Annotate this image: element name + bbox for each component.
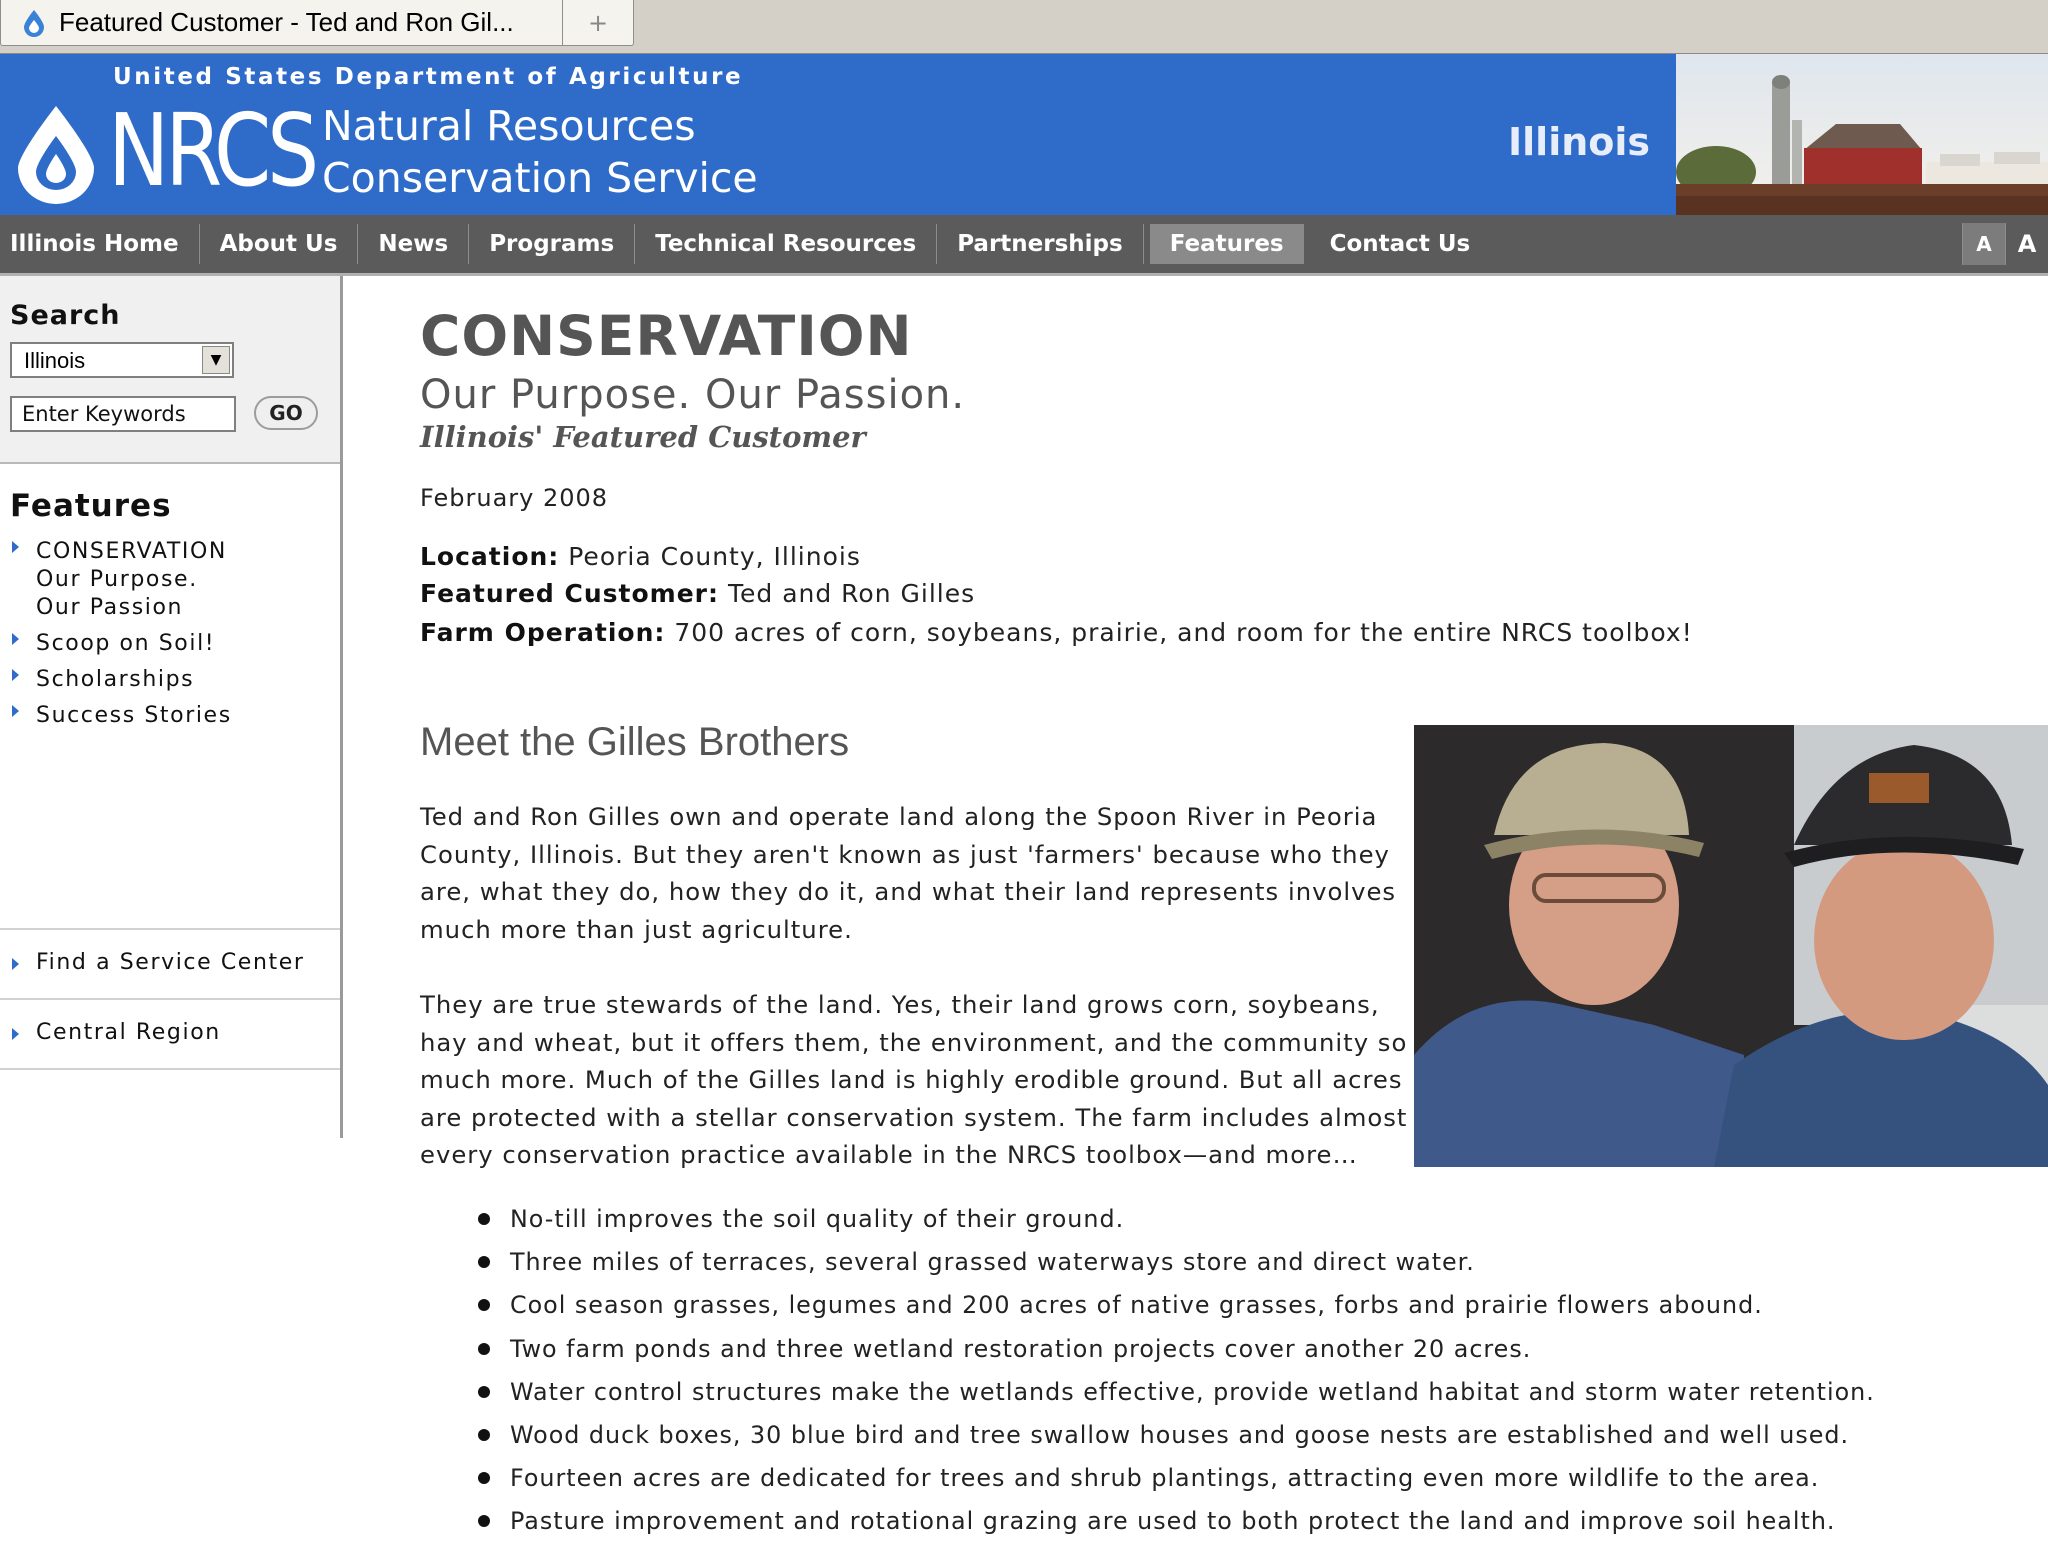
- farm-operation-label: Farm Operation:: [420, 618, 666, 647]
- search-panel: [0, 276, 340, 464]
- practice-item: Three miles of terraces, several grassed waterways store and direct water.: [476, 1241, 2036, 1284]
- stewards-paragraph: They are true stewards of the land. Yes, their land grows corn, soybeans, hay and wheat, but it offers them, the environment, and the community so much more. Much of the Gilles land is highly erodible ground. But all acres are protected with a stellar conservation system. The farm includes almost every conservation practice available in the NRCS toolbox—and more…: [420, 990, 1408, 1169]
- go-button[interactable]: GO: [254, 396, 318, 430]
- usda-title: United States Department of Agriculture: [113, 64, 744, 90]
- practice-item: Pasture improvement and rotational grazing are used to both protect the land and improve soil health.: [476, 1500, 2036, 1543]
- chevron-down-icon[interactable]: ▼: [202, 346, 230, 374]
- arrow-right-icon: [12, 669, 19, 681]
- feature-item-label: Success Stories: [36, 703, 232, 728]
- site-header-banner: [0, 54, 2048, 215]
- search-label: Search: [10, 300, 121, 331]
- feature-item-scoop-on-soil[interactable]: [10, 630, 330, 658]
- new-tab-button[interactable]: [562, 0, 633, 45]
- gilles-brothers-photo: [1414, 725, 2048, 1167]
- page-subtitle: Our Purpose. Our Passion.: [420, 372, 966, 418]
- left-sidebar: [0, 276, 343, 1138]
- text-size-large-button[interactable]: A: [2005, 223, 2048, 265]
- text-size-small-button[interactable]: A: [1962, 223, 2005, 265]
- practice-item: Wood duck boxes, 30 blue bird and tree swallow houses and goose nests are established and well used.: [476, 1414, 2036, 1457]
- feature-item-label: Our Passion: [36, 595, 184, 620]
- arrow-right-icon: [12, 541, 19, 553]
- browser-tab-bar: [0, 0, 2048, 54]
- farm-barn-image: [1676, 54, 2048, 215]
- features-heading: Features: [10, 488, 172, 524]
- arrow-right-icon: [12, 705, 19, 717]
- customer-value: Ted and Ron Gilles: [727, 579, 976, 608]
- nrcs-water-drop-icon: [10, 102, 102, 204]
- feature-item-label: Scoop on Soil!: [36, 631, 216, 656]
- practice-item: Two farm ponds and three wetland restoration projects cover another 20 acres.: [476, 1328, 2036, 1371]
- nav-programs[interactable]: Programs: [469, 224, 635, 264]
- feature-item-label: CONSERVATION: [36, 539, 227, 564]
- state-name: Illinois: [1508, 120, 1651, 164]
- agency-name-line1: Natural Resources: [322, 102, 696, 150]
- nav-features[interactable]: Features: [1150, 224, 1304, 264]
- nav-about-us[interactable]: About Us: [200, 224, 359, 264]
- intro-paragraph: Ted and Ron Gilles own and operate land along the Spoon River in Peoria County, Illinois. But they aren't known as just 'farmers' because who they are, what they do, how they do it, and what their land represents involves much more than just agriculture.: [420, 802, 1397, 944]
- feature-item-label: Our Purpose.: [36, 567, 198, 592]
- arrow-right-icon: [12, 958, 19, 970]
- browser-tab-title: Featured Customer - Ted and Ron Gil...: [59, 7, 514, 37]
- nrcs-favicon-icon: [19, 8, 49, 38]
- customer-label: Featured Customer:: [420, 579, 720, 608]
- central-region-link[interactable]: [0, 998, 340, 1070]
- location-value: Peoria County, Illinois: [568, 542, 861, 571]
- practice-item: Fourteen acres are dedicated for trees and shrub plantings, attracting even more wildlife to the area.: [476, 1457, 2036, 1500]
- nav-technical-resources[interactable]: Technical Resources: [635, 224, 937, 264]
- arrow-right-icon: [12, 633, 19, 645]
- main-nav: [0, 215, 2048, 276]
- search-scope-select[interactable]: [10, 342, 234, 378]
- find-service-center-label: Find a Service Center: [36, 950, 305, 975]
- farm-operation-line: [420, 618, 1693, 647]
- practice-item: Water control structures make the wetlands effective, provide wetland habitat and storm water retention.: [476, 1371, 2036, 1414]
- agency-name-line2: Conservation Service: [322, 154, 758, 202]
- browser-tab[interactable]: [0, 0, 634, 46]
- page-title: CONSERVATION: [420, 304, 913, 368]
- feature-item-success-stories[interactable]: [10, 702, 330, 730]
- text-size-controls: [1962, 223, 2048, 265]
- plus-icon: +: [587, 8, 609, 37]
- practice-item: No-till improves the soil quality of their ground.: [476, 1198, 2036, 1241]
- featured-customer-label: Illinois' Featured Customer: [420, 420, 866, 454]
- features-list: [10, 538, 330, 738]
- nav-partnerships[interactable]: Partnerships: [937, 224, 1144, 264]
- nrcs-logo-text: NRCS: [108, 92, 316, 209]
- publish-date: February 2008: [420, 484, 609, 512]
- feature-item-conservation[interactable]: [10, 538, 330, 622]
- arrow-right-icon: [12, 1028, 19, 1040]
- search-scope-value: Illinois: [24, 348, 86, 373]
- customer-line: [420, 579, 975, 608]
- nav-news[interactable]: News: [358, 224, 469, 264]
- nav-illinois-home[interactable]: Illinois Home: [0, 224, 200, 264]
- location-line: [420, 542, 861, 571]
- section-heading: Meet the Gilles Brothers: [420, 720, 850, 764]
- practice-item: Cool season grasses, legumes and 200 acres of native grasses, forbs and prairie flowers abound.: [476, 1284, 2036, 1327]
- nav-contact-us[interactable]: Contact Us: [1329, 231, 1471, 257]
- find-service-center-link[interactable]: [0, 928, 340, 998]
- agency-name: [322, 100, 758, 204]
- feature-item-scholarships[interactable]: [10, 666, 330, 694]
- central-region-label: Central Region: [36, 1020, 221, 1045]
- search-input[interactable]: Enter Keywords: [10, 396, 236, 432]
- farm-operation-value: 700 acres of corn, soybeans, prairie, and room for the entire NRCS toolbox!: [674, 618, 1693, 647]
- location-label: Location:: [420, 542, 560, 571]
- feature-item-label: Scholarships: [36, 667, 195, 692]
- conservation-practices-list: [476, 1198, 2036, 1544]
